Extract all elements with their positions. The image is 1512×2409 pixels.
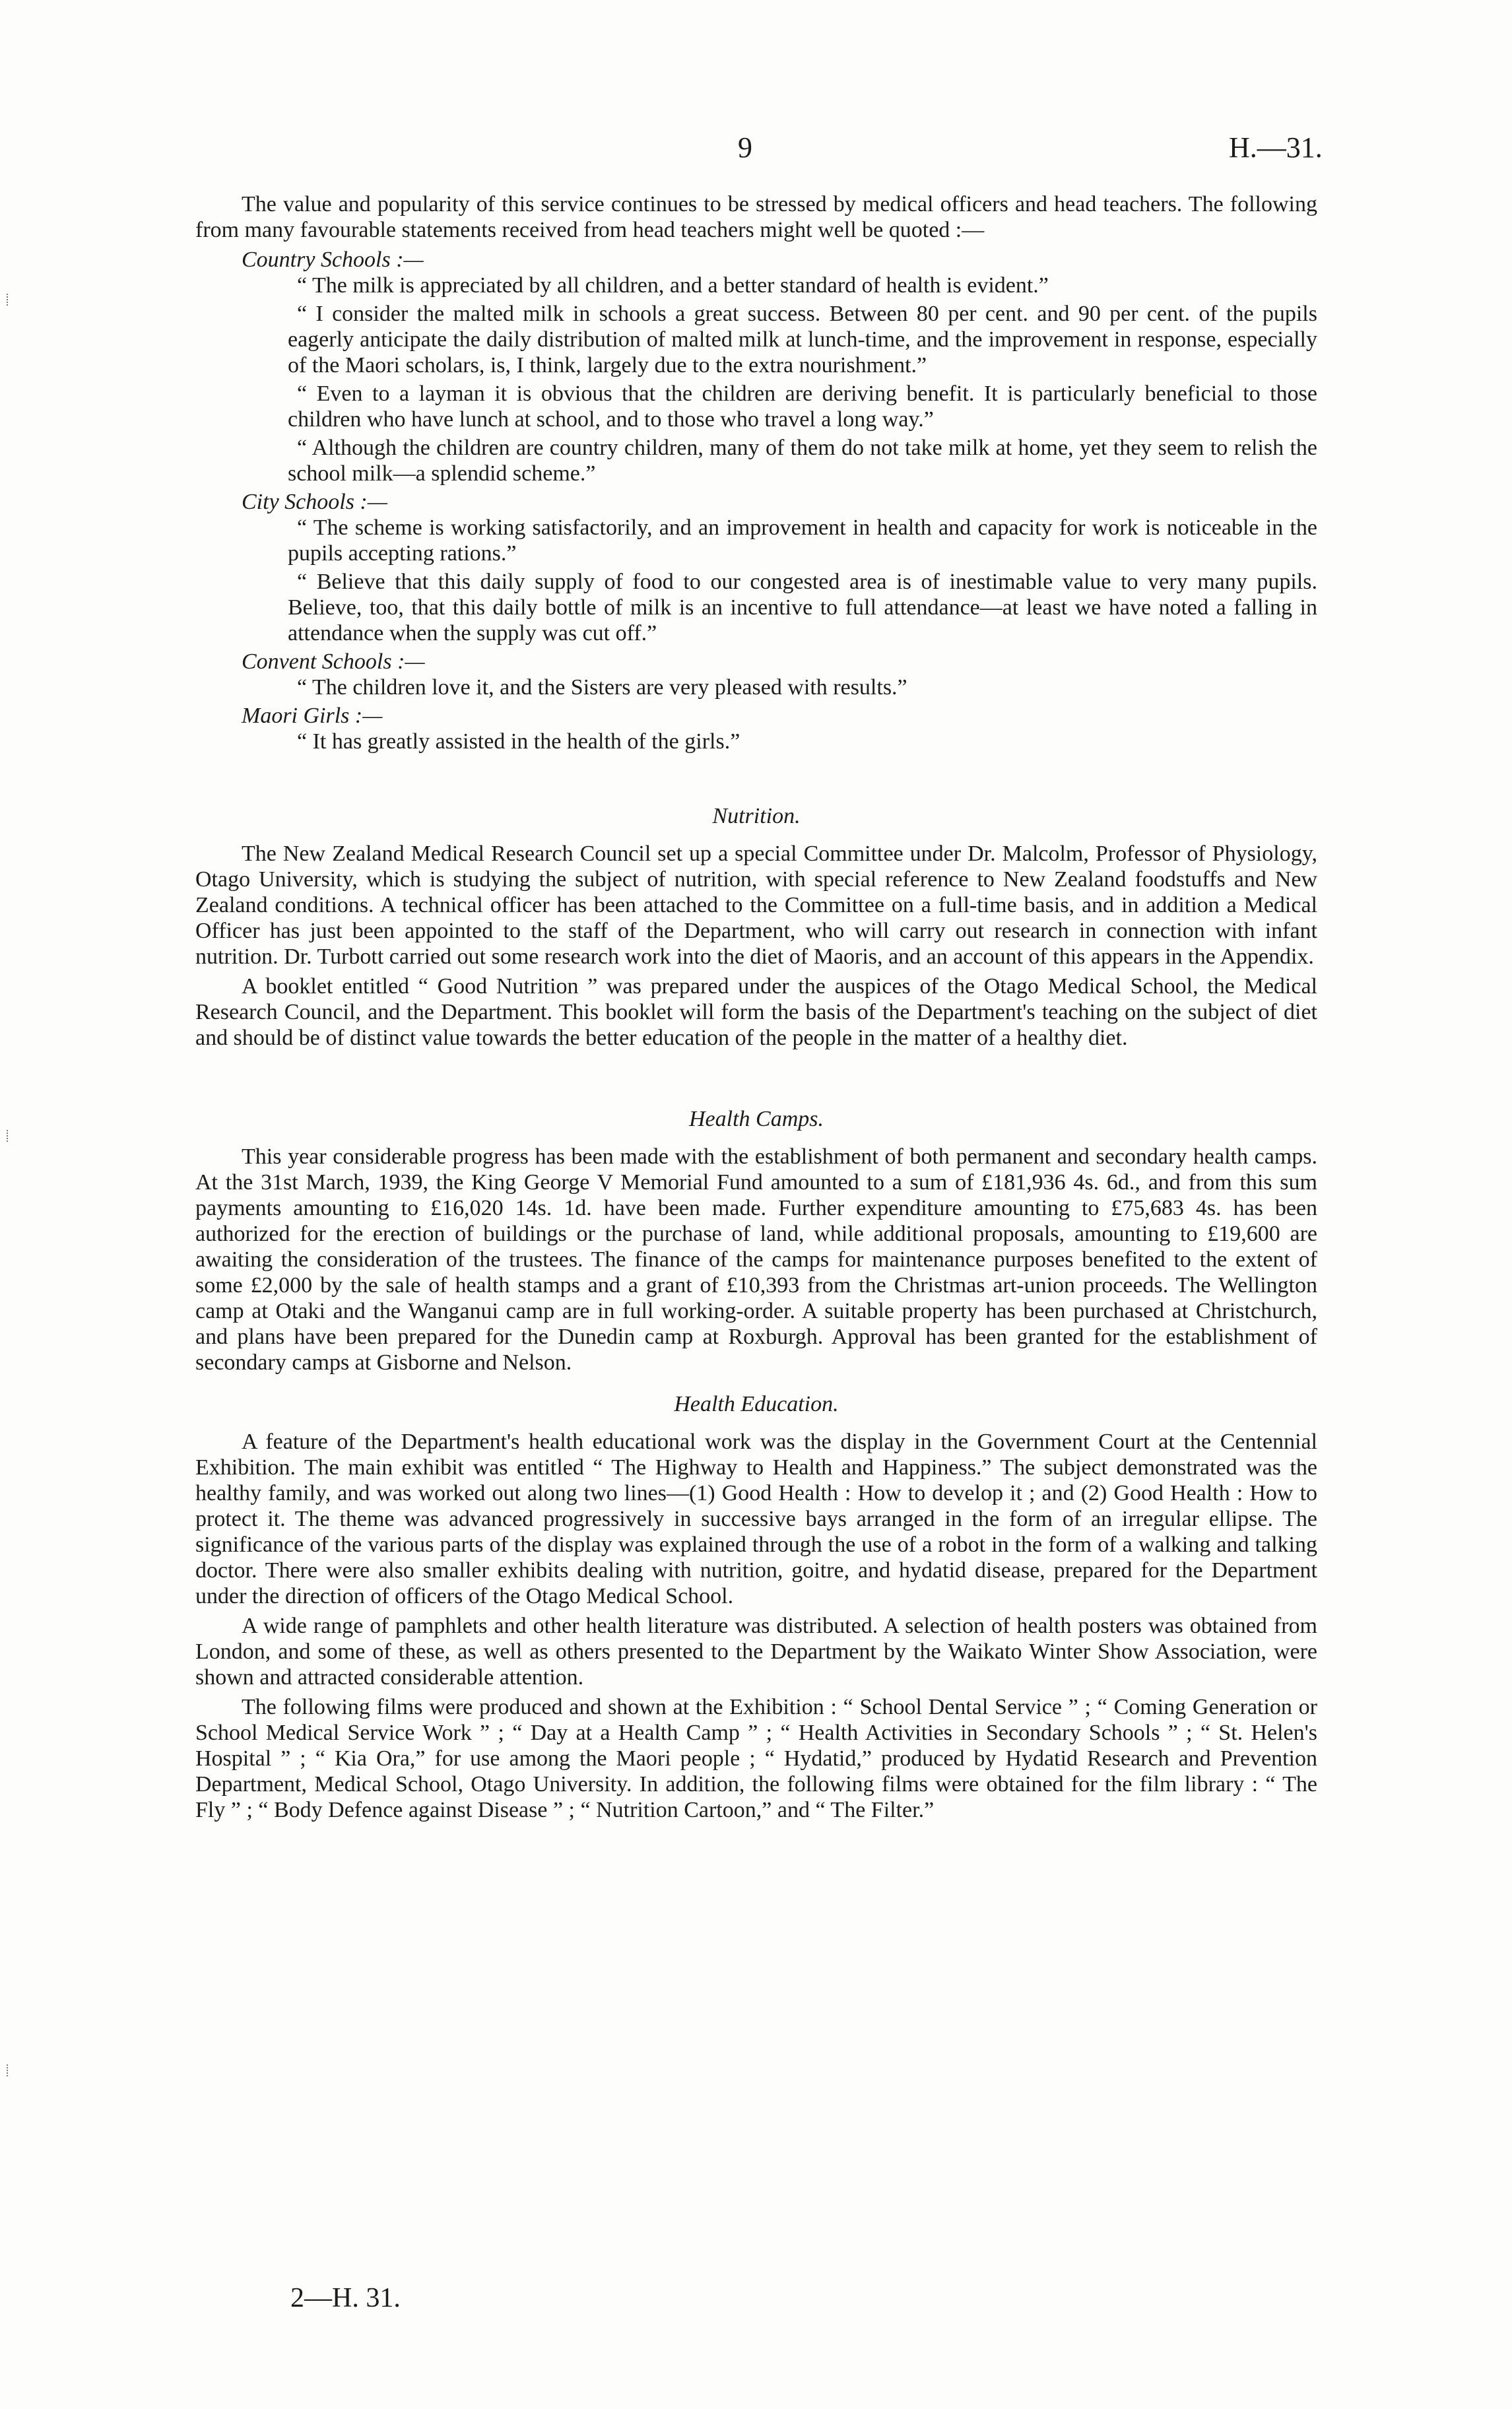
paragraph: The New Zealand Medical Research Council set up a special Committee under Dr. Malcolm, Professor of Physiology, Otago University, which is studying the subject of nutrition, with special reference to New Zealand foodstuffs and New Zealand conditions. A technical officer has been attached to the Committee on a full-time basis, and in addition a Medical Officer has just been appointed to the staff of the Department, who will carry out research in connection with infant nutrition. Dr. Turbott carried out some research work into the diet of Maoris, and an account of this appears in the Appendix. <box>195 842 1317 969</box>
section-heading: Health Camps. <box>689 1107 824 1131</box>
paragraph: A wide range of pamphlets and other health literature was distributed. A selection of health posters was obtained from London, and some of these, as well as others presented to the Department by the Waikato Winter Show Association, were shown and attracted considerable attention. <box>195 1614 1317 1690</box>
page-body <box>195 191 1317 1827</box>
document-reference: H.—31. <box>1229 131 1323 164</box>
paragraph: A booklet entitled “ Good Nutrition ” was prepared under the auspices of the Otago Medical School, the Medical Research Council, and the Department. This booklet will form the basis of the Department's teaching on the subject of diet and should be of distinct value towards the better education of the people in the matter of a healthy diet. <box>195 974 1317 1050</box>
paragraph: This year considerable progress has been made with the establishment of both permanent and secondary health camps. At the 31st March, 1939, the King George V Memorial Fund amounted to a sum of £181,936 4s. 6d., and from this sum payments amounting to £16,020 14s. 1d. have been made. Further expenditure amounting to £75,683 4s. has been authorized for the erection of buildings or the purchase of land, while additional proposals, amounting to £19,600 are awaiting the consideration of the trustees. The finance of the camps for maintenance purposes benefited to the extent of some £2,000 by the sale of health stamps and a grant of £10,393 from the Christmas art-union proceeds. The Wellington camp at Otaki and the Wanganui camp are in full working-order. A suitable property has been purchased at Christchurch, and plans have been prepared for the Dunedin camp at Roxburgh. Approval has been granted for the establishment of secondary camps at Gisborne and Nelson. <box>195 1144 1317 1375</box>
quote-group-city <box>195 489 1317 646</box>
group-label: Country Schools :— <box>242 248 424 272</box>
quote-group-convent <box>195 649 1317 700</box>
section-health-camps <box>195 1106 1317 1375</box>
quote: “ Believe that this daily supply of food to our congested area is of inestimable value to very many pupils. Believe, too, that this daily bottle of milk is an incentive to full attendance—at least we have noted a falling in attendance when the supply was cut off.” <box>288 570 1317 645</box>
signature-mark: 2—H. 31. <box>290 2283 401 2313</box>
paragraph: The following films were produced and shown at the Exhibition : “ School Dental Service ” ; “ Coming Generation or School Medical Service Work ” ; “ Day at a Health Camp ” ; “ Health Activities in Secondary Schools ” ; “ St. Helen's Hospital ” ; “ Kia Ora,” for use among the Maori people ; “ Hydatid,” produced by Hydatid Research and Prevention Department, Medical School, Otago University. In addition, the following films were obtained for the film library : “ The Fly ” ; “ Body Defence against Disease ” ; “ Nutrition Cartoon,” and “ The Filter.” <box>195 1695 1317 1822</box>
quote-group-maori-girls <box>195 703 1317 754</box>
margin-mark <box>7 1130 13 1142</box>
quote: “ Even to a layman it is obvious that the children are deriving benefit. It is particularly beneficial to those children who have lunch at school, and to those who travel a long way.” <box>288 381 1317 432</box>
quote-group-country <box>195 247 1317 486</box>
group-label: Maori Girls :— <box>242 704 383 728</box>
section-heading: Health Education. <box>674 1392 839 1416</box>
quote: “ I consider the malted milk in schools a great success. Between 80 per cent. and 90 per cent. of the pupils eagerly anticipate the daily distribution of malted milk at lunch-time, and the improvement in response, especially of the Maori scholars, is, I think, largely due to the extra nourishment.” <box>288 302 1317 378</box>
quote: “ The scheme is working satisfactorily, and an improvement in health and capacity for work is noticeable in the pupils accepting rations.” <box>288 515 1317 566</box>
section-nutrition <box>195 803 1317 1051</box>
section-health-education <box>195 1391 1317 1823</box>
section-heading: Nutrition. <box>712 804 801 828</box>
paragraph: A feature of the Department's health educational work was the display in the Government Court at the Centennial Exhibition. The main exhibit was entitled “ The Highway to Health and Happiness.” The subject demonstrated was the healthy family, and was worked out along two lines—(1) Good Health : How to develop it ; and (2) Good Health : How to protect it. The theme was advanced progressively in successive bays arranged in the form of an irregular ellipse. The significance of the various parts of the display was explained through the use of a robot in the form of a walking and talking doctor. There were also smaller exhibits dealing with nutrition, goitre, and hydatid disease, prepared for the Department under the direction of officers of the Otago Medical School. <box>195 1430 1317 1608</box>
quote: “ It has greatly assisted in the health of the girls.” <box>297 729 740 754</box>
quote: “ Although the children are country children, many of them do not take milk at home, yet they seem to relish the school milk—a splendid scheme.” <box>288 436 1317 486</box>
group-label: City Schools :— <box>242 490 387 514</box>
quote: “ The milk is appreciated by all children, and a better standard of health is evident.” <box>297 273 1049 298</box>
margin-mark <box>7 294 13 306</box>
page-number: 9 <box>738 131 752 164</box>
group-label: Convent Schools :— <box>242 649 425 674</box>
margin-mark <box>7 2064 13 2076</box>
intro-paragraph: The value and popularity of this service continues to be stressed by medical officers and head teachers. The following from many favourable statements received from head teachers might well be quoted :— <box>195 192 1317 242</box>
quote: “ The children love it, and the Sisters are very pleased with results.” <box>297 675 907 700</box>
